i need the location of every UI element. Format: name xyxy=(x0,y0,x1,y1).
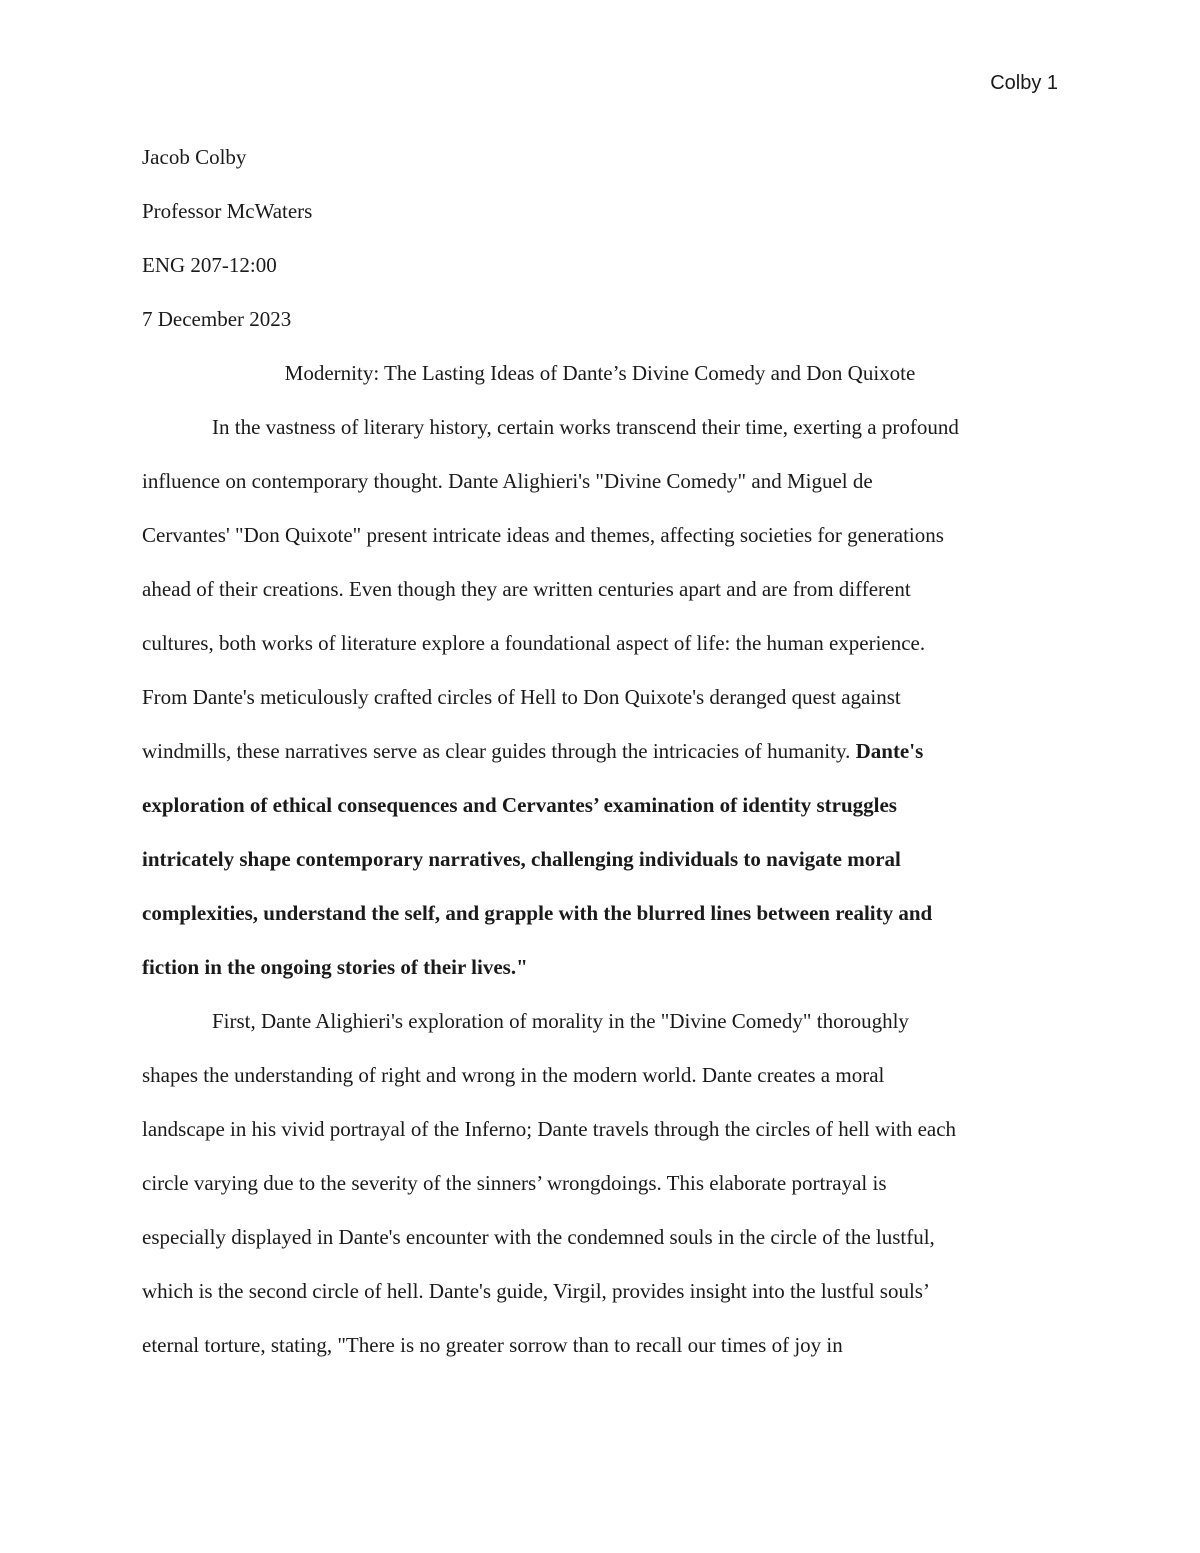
thesis-line: exploration of ethical consequences and Cervantes’ examination of identity struggles xyxy=(142,793,897,817)
date-line: 7 December 2023 xyxy=(142,307,292,331)
paragraph-line: cultures, both works of literature explore a foundational aspect of life: the human experience. xyxy=(142,631,926,655)
paragraph-line: landscape in his vivid portrayal of the Inferno; Dante travels through the circles of hell with each xyxy=(142,1117,957,1141)
paragraph-text: windmills, these narratives serve as clear guides through the intricacies of humanity. xyxy=(142,739,856,763)
paragraph-line: eternal torture, stating, "There is no greater sorrow than to recall our times of joy in xyxy=(142,1333,843,1357)
thesis-start: Dante's xyxy=(855,739,924,763)
paragraph-line: which is the second circle of hell. Dante's guide, Virgil, provides insight into the lustful souls’ xyxy=(142,1279,930,1303)
paragraph-line: especially displayed in Dante's encounter with the condemned souls in the circle of the lustful, xyxy=(142,1225,935,1249)
paragraph-line xyxy=(142,737,923,765)
thesis-line: fiction in the ongoing stories of their lives." xyxy=(142,955,528,979)
author-name: Jacob Colby xyxy=(142,145,247,169)
paragraph-line: ahead of their creations. Even though they are written centuries apart and are from different xyxy=(142,577,911,601)
paragraph-line: From Dante's meticulously crafted circles of Hell to Don Quixote's deranged quest against xyxy=(142,685,901,709)
essay-title: Modernity: The Lasting Ideas of Dante’s Divine Comedy and Don Quixote xyxy=(284,361,916,385)
paragraph-line: influence on contemporary thought. Dante Alighieri's "Divine Comedy" and Miguel de xyxy=(142,469,873,493)
thesis-line: complexities, understand the self, and grapple with the blurred lines between reality and xyxy=(142,901,933,925)
paragraph-line: circle varying due to the severity of the sinners’ wrongdoings. This elaborate portrayal is xyxy=(142,1171,887,1195)
paragraph-line: shapes the understanding of right and wrong in the modern world. Dante creates a moral xyxy=(142,1063,885,1087)
paragraph-line: Cervantes' "Don Quixote" present intricate ideas and themes, affecting societies for generations xyxy=(142,523,944,547)
instructor-name: Professor McWaters xyxy=(142,199,313,223)
thesis-line: intricately shape contemporary narratives, challenging individuals to navigate moral xyxy=(142,847,901,871)
course-name: ENG 207-12:00 xyxy=(142,253,277,277)
running-head: Colby 1 xyxy=(990,72,1058,94)
paragraph-line: First, Dante Alighieri's exploration of morality in the "Divine Comedy" thoroughly xyxy=(212,1009,909,1033)
paragraph-line: In the vastness of literary history, certain works transcend their time, exerting a profound xyxy=(212,415,959,439)
